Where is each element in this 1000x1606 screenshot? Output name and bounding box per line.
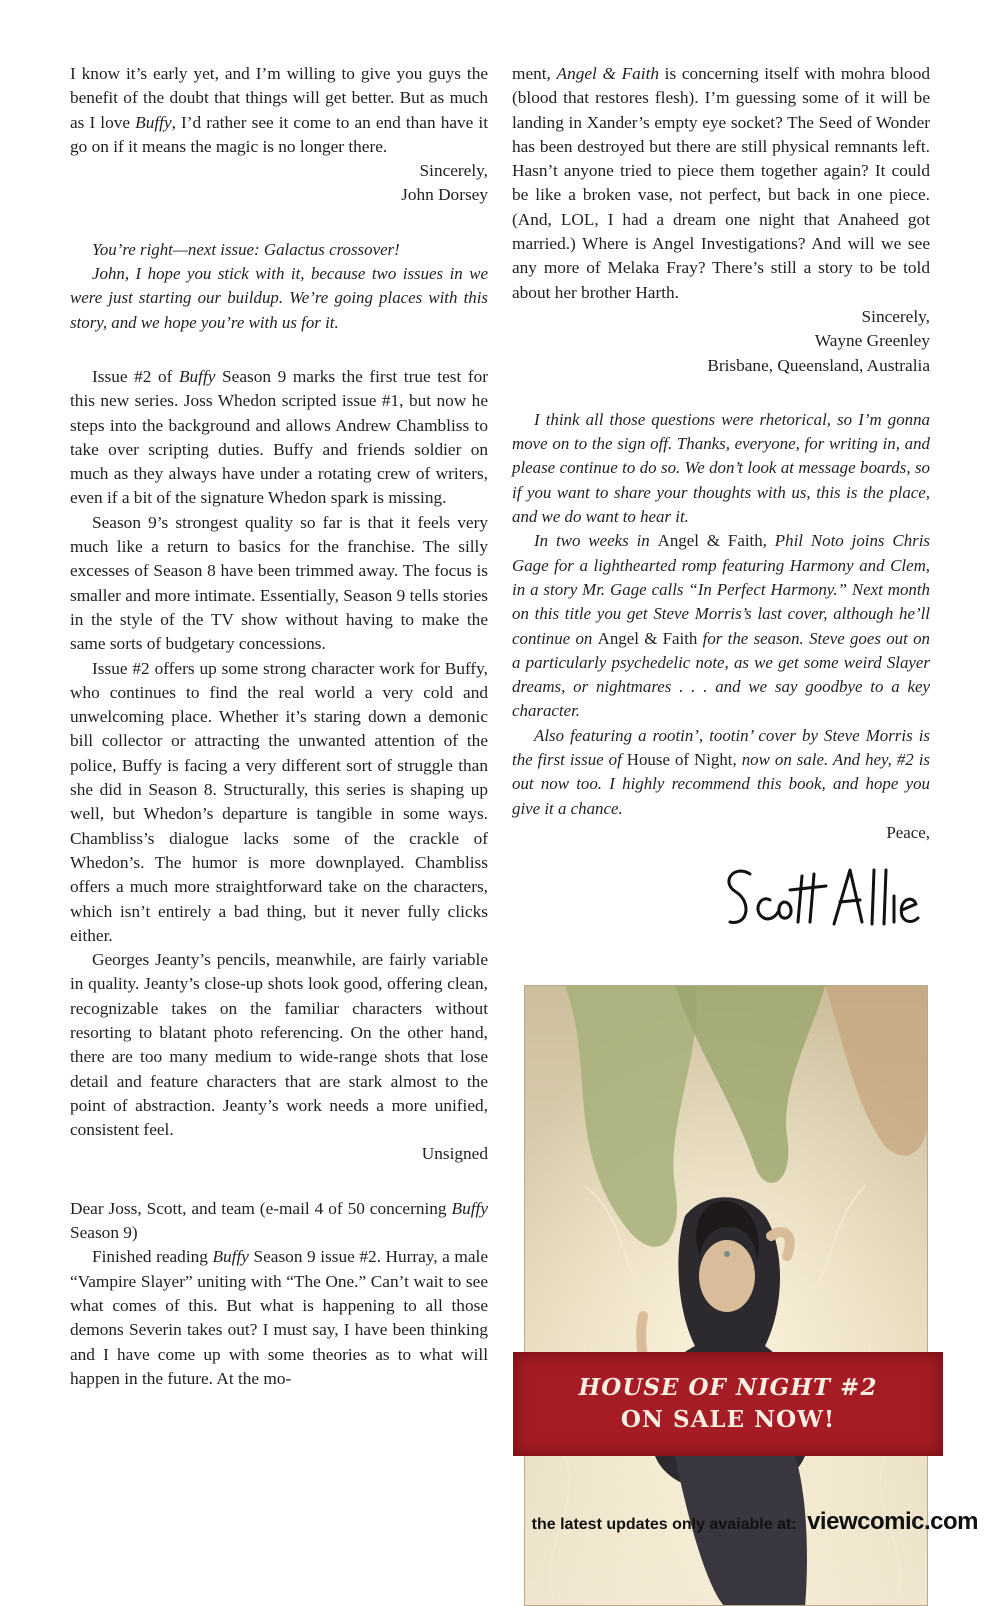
letter-wayne-greenley-cont [512,62,930,378]
house-of-night-banner [513,1352,943,1456]
letter-wayne-greenley-start [70,1197,488,1391]
signature-icon [722,860,922,950]
letter-unsigned-review [70,365,488,1167]
site-watermark [0,1508,1000,1538]
handwritten-signature [722,860,922,950]
reply-paragraph: I think all those questions were rhetorical, so I’m gonna move on to the sign off. Thanks, everyone, for writing in, and please continue to do so. We don’t look at message boards, so if you want to share your thoughts with us, this is the place, and we do want to hear it. [512,409,930,527]
review-paragraph: Issue #2 of Buffy Season 9 marks the first true test for this new series. Joss Whedon scripted issue #1, but now he steps into the background and allows Andrew Chambliss to take over scripting duties. Buffy and friends soldier on much as they always have under a rotating crew of writers, even if a bit of the signature Whedon spark is missing. [70,366,489,508]
review-paragraph: Season 9’s strongest quality so far is that it feels very much like a return to basics for the franchise. The silly excesses of Season 8 have been trimmed away. The focus is smaller and more intimate. Essentially, Season 9 tells stories in the style of the TV show without having to make the same sorts of budgetary concessions. [70,512,488,654]
letter-signoff-name: Wayne Greenley [814,331,930,351]
letter-paragraph: Finished reading Buffy Season 9 issue #2. Hurray, a male “Vampire Slayer” uniting with “The One.” Can’t wait to see what comes of this. But what is happening to all those demons Severin takes out? I must say, I have been thinking and I have come up with some theories as to what will happen in the future. At the mo- [70,1247,488,1388]
letter-title-italic: Buffy [135,112,172,132]
reply-line: You’re right—next issue: Galactus crossover! [92,239,400,259]
reply-paragraph: In two weeks in Angel & Faith, Phil Noto joins Chris Gage for a lighthearted romp featuring Harmony and Clem, in a story Mr. Gage calls “In Perfect Harmony.” Next month on this title you get Steve Morris’s last cover, although he’ll continue on Angel & Faith for the season. Steve goes out on a particularly psychedelic note, as we get some weird Slayer dreams, or nightmares . . . and we say goodbye to a key character. [512,531,930,721]
review-paragraph: Georges Jeanty’s pencils, meanwhile, are fairly variable in quality. Jeanty’s close-up shots look good, offering clean, recognizable takes on the familiar characters without resorting to blatant photo referencing. On the other hand, there are too many medium to wide-range shots that lose detail and feature characters that are stark almost to the point of abstraction. Jeanty’s work needs a more unified, consistent feel. [70,950,488,1140]
letter-john-dorsey [70,62,488,208]
editor-reply-2 [512,408,930,845]
banner-subtitle: ON SALE NOW! [620,1406,836,1433]
editor-reply-1 [70,238,488,335]
review-paragraph: Issue #2 offers up some strong character work for Buffy, who continues to find the real world a very cold and unwelcoming place. Whether it’s staring down a demonic bill collector or attracting the unwanted attention of the police, Buffy is facing a very different sort of struggle than she did in Season 8. Structurally, this series is shaping up well, but Whedon’s departure is tangible in some ways. Chambliss’s dialogue lacks some of the crackle of Whedon’s. The humor is more downplayed. Chambliss offers a much more straightforward take on the characters, which isn’t entirely a bad thing, but it never fully clicks either. [70,658,488,945]
letter-signoff-name: Unsigned [421,1144,488,1164]
watermark-prefix: the latest updates only avaiable at: [531,1516,797,1533]
reply-paragraph: John, I hope you stick with it, because two issues in we were just starting our buildup. We’re going places with this story, and we hope you’re with us for it. [70,264,488,332]
letter-salutation: Dear Joss, Scott, and team (e-mail 4 of 50 concerning Buffy Season 9) [70,1198,488,1243]
reply-paragraph: Also featuring a rootin’, tootin’ cover by Steve Morris is the first issue of House of Night, now on sale. And hey, #2 is out now too. I highly recommend this book, and hope you give it a chance. [512,725,930,818]
right-column [512,62,930,845]
letter-text: I know it’s early yet, and I’m willing to give you guys the benefit of the doubt that things will get better. But as much as I love [70,64,488,132]
letter-closing: Sincerely, [861,306,930,326]
reply-closing: Peace, [886,822,930,842]
letter-closing: Sincerely, [419,161,488,181]
letter-text: , I’d rather see it come to an end than have it go on if it means the magic is no longer there. [70,112,488,156]
letter-signoff-name: John Dorsey [401,185,488,205]
banner-title: HOUSE OF NIGHT #2 [578,1374,878,1401]
left-column [70,62,488,1391]
watermark-site: viewcomic.com [807,1508,978,1535]
letter-signoff-location: Brisbane, Queensland, Australia [707,355,930,375]
letter-paragraph: ment, Angel & Faith is concerning itself with mohra blood (blood that restores flesh). I’m guessing some of it will be landing in Xander’s empty eye socket? The Seed of Wonder has been destroyed but there are still physical remnants left. Hasn’t anyone tried to piece them together again? It could be like a broken vase, not perfect, but back in one piece. (And, LOL, I had a dream one night that Anaheed got married.) Where is Angel Investigations? And will we see any more of Melaka Fray? There’s still a story to be told about her brother Harth. [512,64,930,302]
